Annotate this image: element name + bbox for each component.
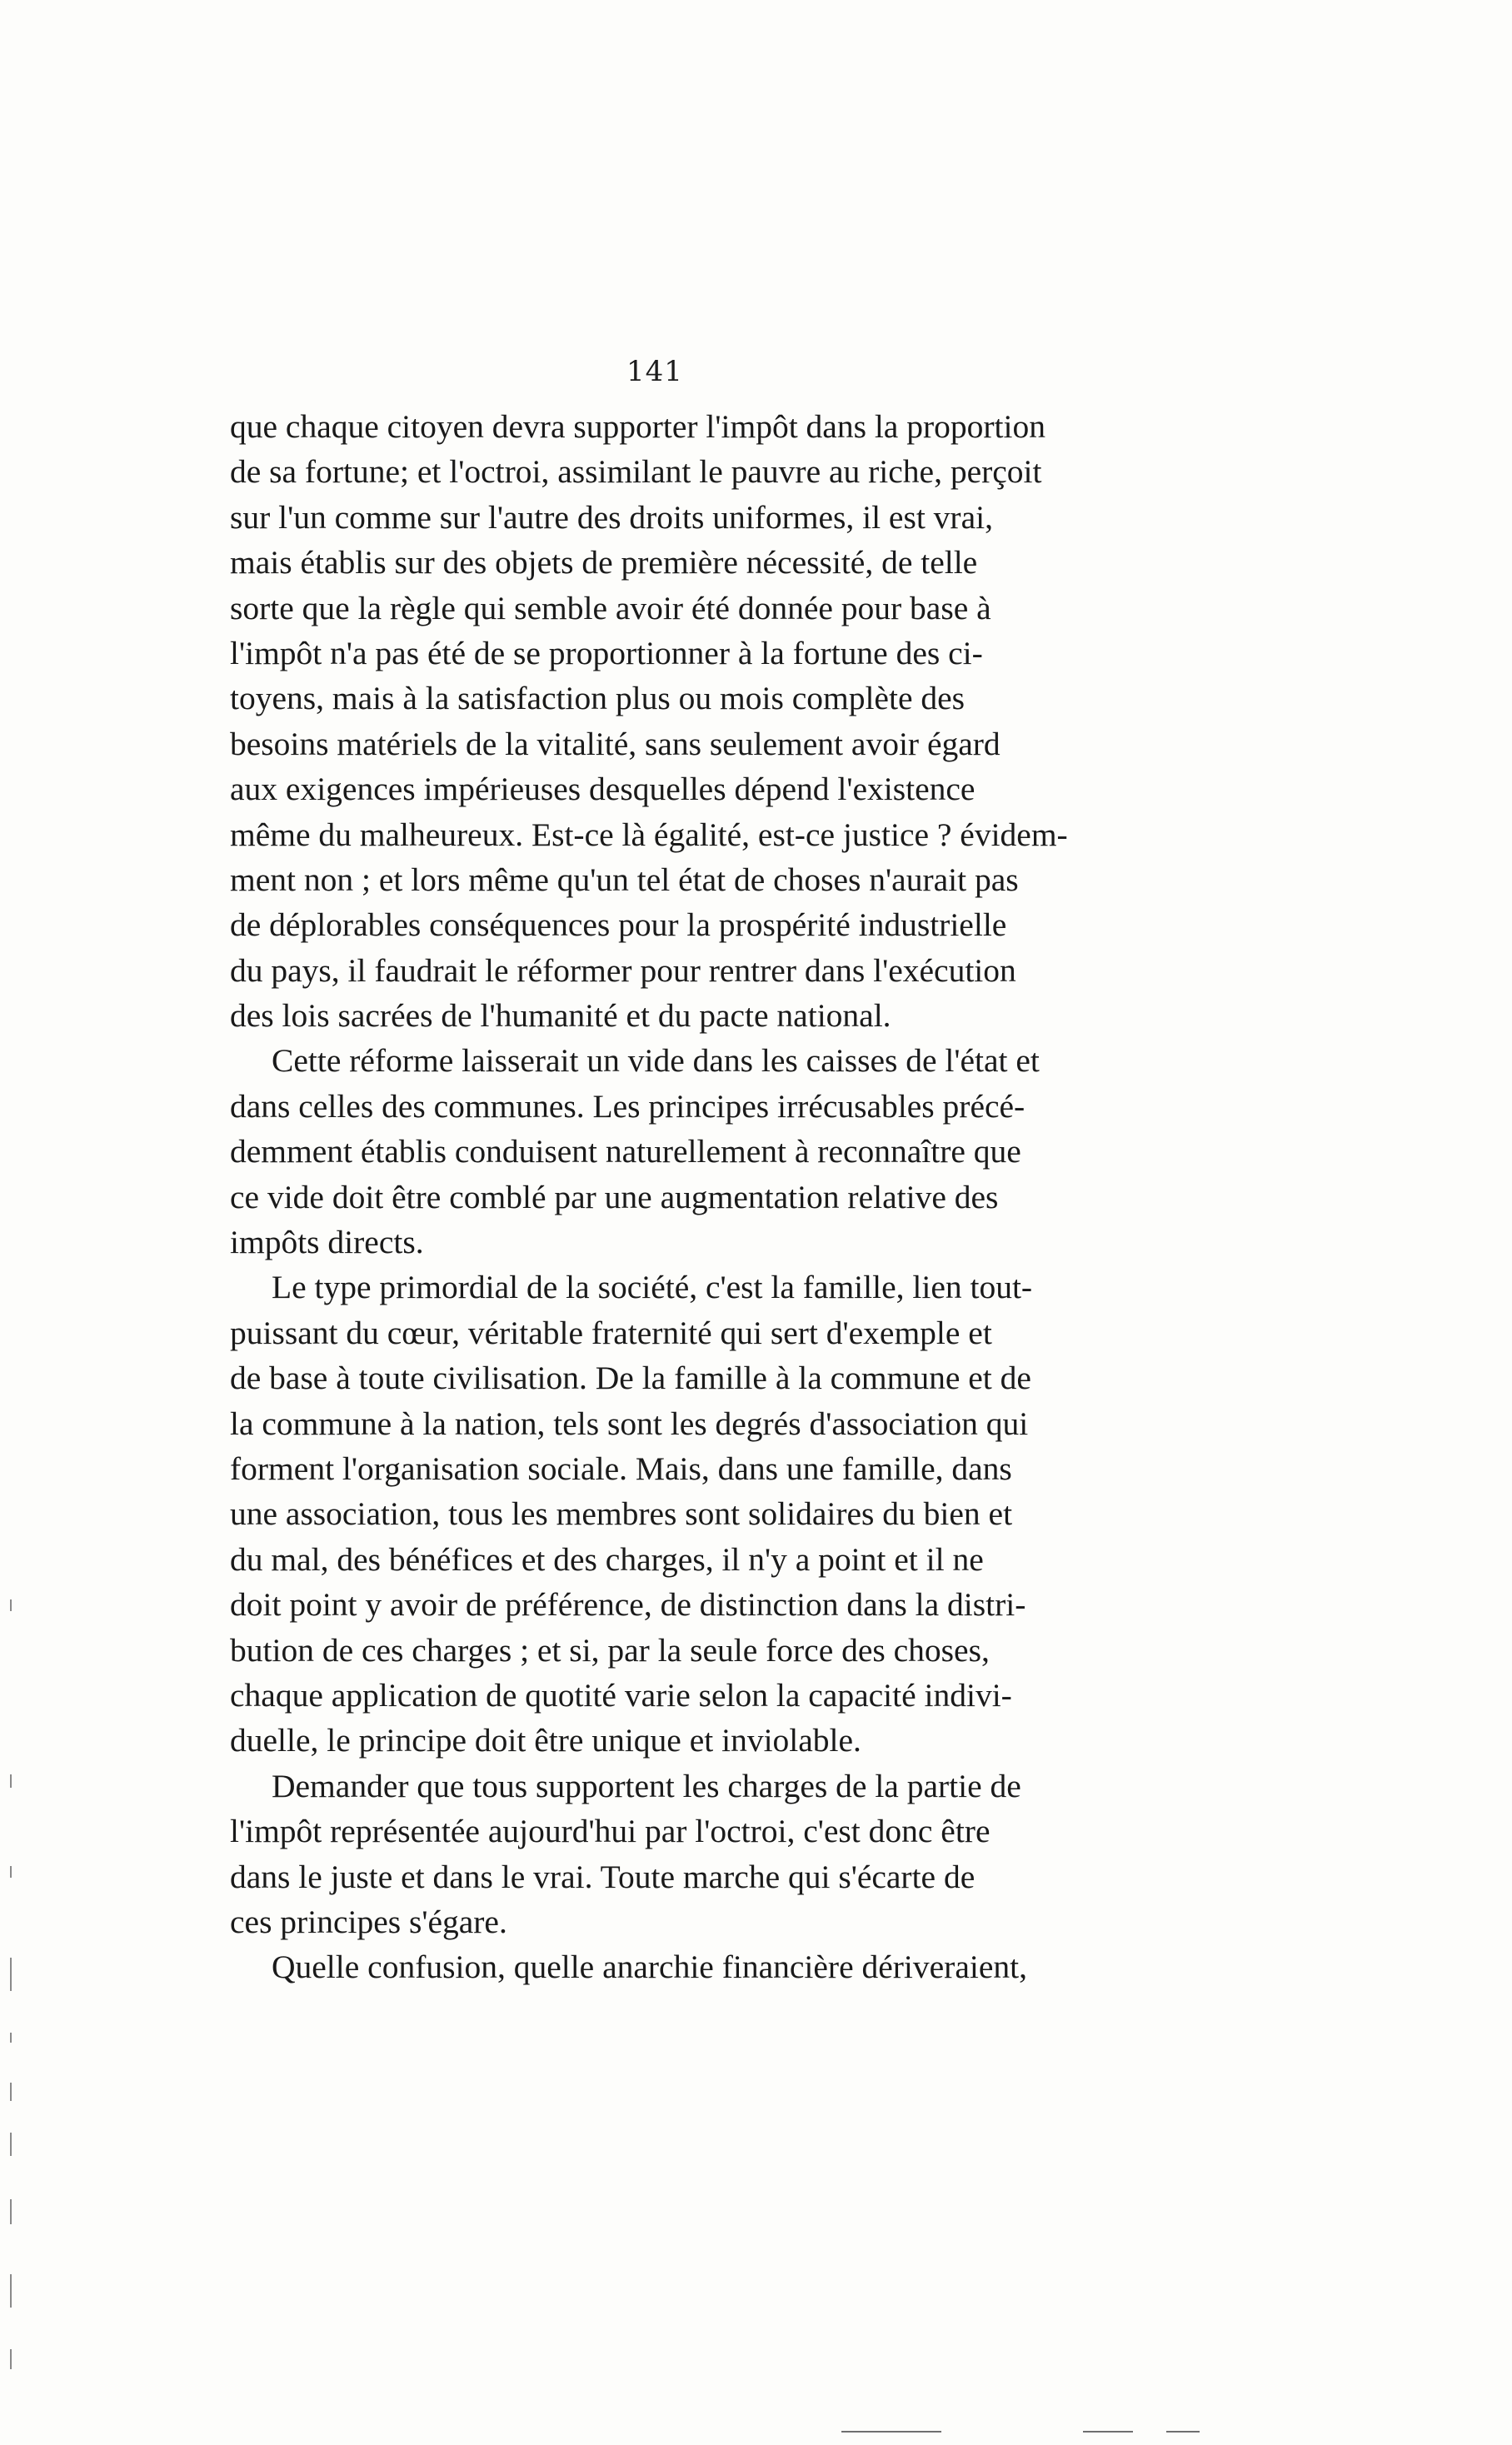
text-line: mais établis sur des objets de première nécessité, de telle <box>230 544 978 581</box>
text-line: dans celles des communes. Les principes irrécusables précé- <box>230 1087 1025 1125</box>
page-number: 141 <box>626 355 683 388</box>
text-line: duelle, le principe doit être unique et inviolable. <box>230 1722 861 1759</box>
scan-gutter-mark <box>10 2274 12 2308</box>
text-line: du mal, des bénéfices et des charges, il n'y a point et il ne <box>230 1540 984 1578</box>
scan-gutter-mark <box>10 2133 12 2156</box>
text-line: la commune à la nation, tels sont les degrés d'association qui <box>230 1405 1029 1442</box>
text-line: Demander que tous supportent les charges de la partie de <box>272 1767 1021 1804</box>
scan-gutter-mark <box>10 1599 12 1611</box>
scan-gutter-mark <box>10 2199 12 2224</box>
body-text <box>230 404 1146 1990</box>
scan-gutter-mark <box>10 1866 12 1878</box>
scan-gutter-mark <box>10 2083 12 2101</box>
text-line: doit point y avoir de préférence, de distinction dans la distri- <box>230 1586 1026 1624</box>
text-line: de déplorables conséquences pour la prospérité industrielle <box>230 906 1007 944</box>
text-line: Quelle confusion, quelle anarchie financière dériveraient, <box>272 1949 1027 1986</box>
text-line: dans le juste et dans le vrai. Toute marche qui s'écarte de <box>230 1858 976 1895</box>
text-line: ces principes s'égare. <box>230 1903 507 1940</box>
text-line: puissant du cœur, véritable fraternité qui sert d'exemple et <box>230 1314 992 1351</box>
text-line: chaque application de quotité varie selon la capacité indivi- <box>230 1676 1012 1714</box>
text-line: l'impôt représentée aujourd'hui par l'octroi, c'est donc être <box>230 1813 991 1850</box>
text-line: sorte que la règle qui semble avoir été donnée pour base à <box>230 589 991 626</box>
scan-gutter-mark <box>10 2349 12 2369</box>
text-line: une association, tous les membres sont solidaires du bien et <box>230 1495 1013 1533</box>
text-line: de base à toute civilisation. De la famille à la commune et de <box>230 1360 1031 1397</box>
text-line: ment non ; et lors même qu'un tel état de choses n'aurait pas <box>230 861 1019 898</box>
text-line: toyens, mais à la satisfaction plus ou mois complète des <box>230 680 965 717</box>
text-line: même du malheureux. Est-ce là égalité, est-ce justice ? évidem- <box>230 816 1068 853</box>
scan-gutter-mark <box>10 1774 12 1788</box>
text-line: Cette réforme laisserait un vide dans les caisses de l'état et <box>272 1042 1040 1080</box>
text-line: besoins matériels de la vitalité, sans seulement avoir égard <box>230 725 1001 762</box>
text-line: bution de ces charges ; et si, par la seule force des choses, <box>230 1631 990 1669</box>
text-line: l'impôt n'a pas été de se proportionner à la fortune des ci- <box>230 634 983 671</box>
text-line: forment l'organisation sociale. Mais, dans une famille, dans <box>230 1450 1012 1487</box>
scan-bottom-mark <box>841 2431 941 2433</box>
scan-bottom-mark <box>1166 2431 1200 2433</box>
text-line: sur l'un comme sur l'autre des droits uniformes, il est vrai, <box>230 498 993 536</box>
text-line: demment établis conduisent naturellement à reconnaître que <box>230 1133 1021 1170</box>
text-line: Le type primordial de la société, c'est la famille, lien tout- <box>272 1269 1033 1306</box>
text-line: que chaque citoyen devra supporter l'impôt dans la proportion <box>230 408 1045 445</box>
text-line: ce vide doit être comblé par une augmentation relative des <box>230 1178 999 1215</box>
scan-gutter-mark <box>10 1958 12 1991</box>
text-line: des lois sacrées de l'humanité et du pacte national. <box>230 997 891 1035</box>
text-line: de sa fortune; et l'octroi, assimilant le pauvre au riche, perçoit <box>230 453 1042 491</box>
scan-bottom-mark <box>1083 2431 1133 2433</box>
scan-gutter-mark <box>10 2033 12 2043</box>
text-line: impôts directs. <box>230 1224 424 1261</box>
text-line: aux exigences impérieuses desquelles dépend l'existence <box>230 771 976 808</box>
text-line: du pays, il faudrait le réformer pour rentrer dans l'exécution <box>230 951 1016 989</box>
